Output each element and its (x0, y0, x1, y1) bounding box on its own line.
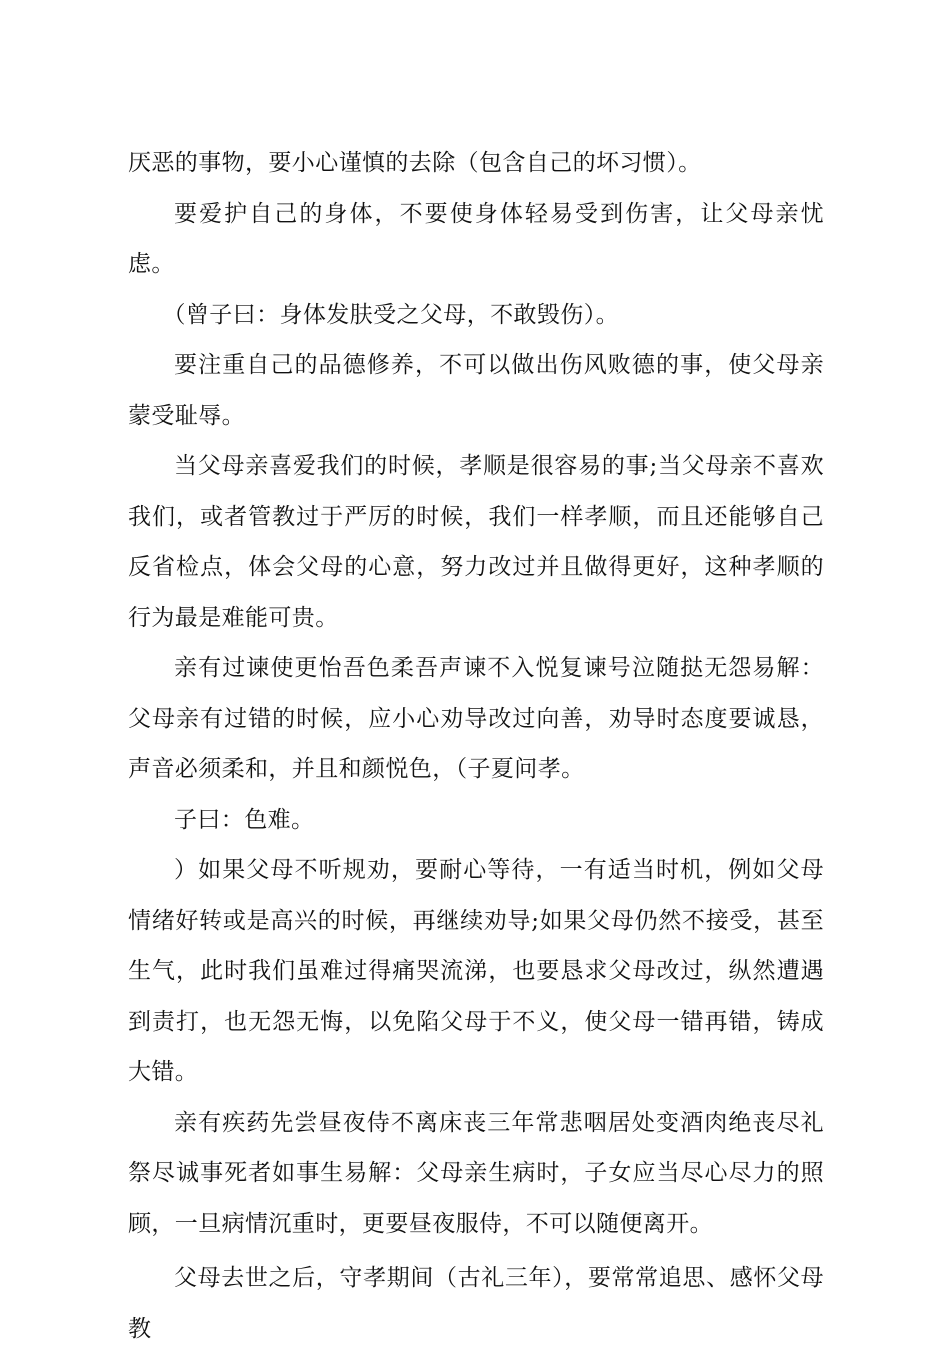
paragraph-1: 厌恶的事物，要小心谨慎的去除（包含自己的坏习惯）。 (128, 150, 702, 176)
paragraph-7: 子曰：色难。 (174, 806, 315, 833)
paragraph-10: 父母去世之后，守孝期间（古礼三年），要常常追思、感怀父母教 (128, 1265, 824, 1342)
document-body (128, 138, 824, 1354)
paragraph-4: 要注重自己的品德修养，不可以做出伤风败德的事，使父母亲蒙受耻辱。 (128, 352, 824, 429)
paragraph-5: 当父母亲喜爱我们的时候，孝顺是很容易的事;当父母亲不喜欢我们，或者管教过于严厉的时候，我们一样孝顺，而且还能够自己反省检点，体会父母的心意，努力改过并且做得更好，这种孝顺的行为最是难能可贵。 (128, 453, 824, 631)
paragraph-8: ）如果父母不听规劝，要耐心等待，一有适当时机，例如父母情绪好转或是高兴的时候，再继续劝导;如果父母仍然不接受，甚至生气，此时我们虽难过得痛哭流涕，也要恳求父母改过，纵然遭遇到责打，也无怨无悔，以免陷父母于不义，使父母一错再错，铸成大错。 (128, 857, 824, 1085)
paragraph-3: （曾子曰：身体发肤受之父母，不敢毁伤）。 (162, 301, 619, 328)
paragraph-6: 亲有过谏使更怡吾色柔吾声谏不入悦复谏号泣随挞无怨易解：父母亲有过错的时候，应小心劝导改过向善，劝导时态度要诚恳，声音必须柔和，并且和颜悦色，（子夏问孝。 (128, 655, 824, 782)
paragraph-9: 亲有疾药先尝昼夜侍不离床丧三年常悲咽居处变酒肉绝丧尽礼祭尽诚事死者如事生易解：父母亲生病时，子女应当尽心尽力的照顾，一旦病情沉重时，更要昼夜服侍，不可以随便离开。 (128, 1109, 824, 1237)
paragraph-2: 要爱护自己的身体，不要使身体轻易受到伤害，让父母亲忧虑。 (128, 200, 824, 277)
